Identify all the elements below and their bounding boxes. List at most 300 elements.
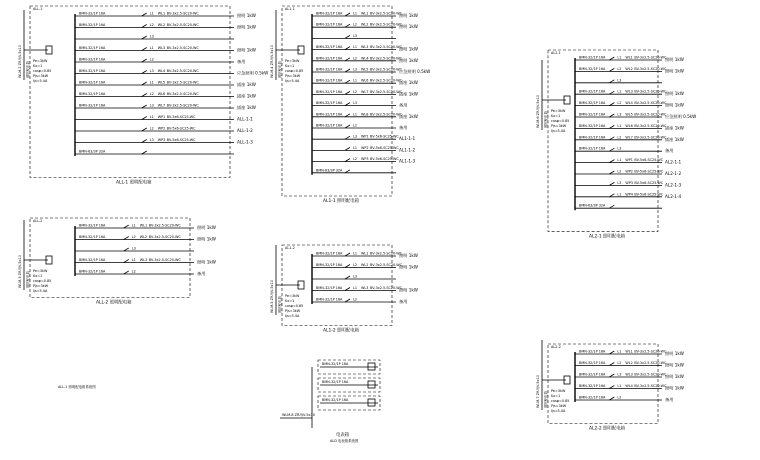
circuit-row — [312, 79, 418, 87]
cable-label: BV-3x2.5-SC20-WC — [634, 372, 667, 377]
breaker-icon — [609, 194, 614, 197]
panel-title: 照明配电箱 — [278, 61, 282, 78]
breaker-icon — [345, 276, 350, 279]
cable-label: BV-5x6-SC25-WC — [370, 145, 399, 150]
breaker-label: BMN-32/1P 16A — [579, 372, 606, 377]
circuit-row — [575, 90, 684, 98]
wire-label: WP1 — [157, 115, 166, 119]
phase-label: L1 — [617, 349, 622, 354]
phase-label: L2 — [353, 56, 358, 61]
load-calc-line: Kx=1 — [551, 394, 561, 398]
load-label: 照明 1kW — [399, 57, 418, 63]
wire-label: WL5 — [625, 112, 633, 117]
load-calc-line: Pe=3kW — [33, 59, 48, 63]
wire-label: WL6 — [625, 123, 633, 128]
phase-label: L3 — [149, 103, 154, 108]
wire-label: WL6 — [157, 92, 166, 96]
phase-label: L1 — [617, 192, 622, 197]
breaker-label: BMN-32/1P 16A — [579, 384, 606, 388]
breaker-icon — [345, 103, 350, 106]
breaker-icon — [345, 159, 350, 162]
panel-tag: ALL-2 — [33, 219, 43, 223]
breaker-icon — [142, 151, 147, 154]
phase-label: L2 — [617, 101, 622, 106]
feeder-label: WLM-4 ZR-YJV-5x10 — [270, 45, 274, 78]
cable-label: BV-3x2.5-SC20-WC — [166, 46, 199, 50]
load-calc-line: Ijs=5.4A — [285, 79, 300, 83]
wire-label: WL1 — [625, 349, 633, 354]
breaker-icon — [609, 80, 614, 83]
phase-label: L2 — [131, 235, 136, 239]
circuit-row — [75, 35, 234, 40]
cable-label: BV-5x6-SC25-WC — [370, 157, 399, 162]
wire-label: WL2 — [139, 235, 148, 239]
breaker-icon — [609, 137, 614, 140]
breaker-icon — [142, 13, 147, 16]
load-calc-line: Pe=3kW — [33, 269, 48, 273]
load-label: 照明 1kW — [665, 385, 684, 391]
cable-label: BV-3x2.5-SC20-WC — [634, 361, 667, 365]
cable-label: BV-3x2.5-SC20-WC — [370, 45, 402, 50]
circuit-row — [75, 138, 253, 145]
load-label: 照明 1kW — [197, 259, 216, 265]
cable-label: BV-3x2.5-SC20-WC — [166, 92, 199, 96]
panel-enclosure — [30, 6, 230, 178]
breaker-label: BMN-32/1P 16A — [579, 89, 606, 94]
load-label: 照明 1kW — [399, 264, 418, 270]
phase-label: L1 — [353, 78, 358, 83]
load-calc-line: Kx=1 — [33, 64, 43, 68]
breaker-label: BMN-32/1P 16A — [79, 80, 106, 85]
phase-label: L3 — [353, 134, 358, 139]
load-label: 照明 1kW — [665, 68, 684, 74]
breaker-icon — [345, 47, 350, 50]
circuit-row — [575, 135, 684, 143]
panel-tag: AL2-1 — [551, 51, 561, 55]
phase-label: L1 — [353, 286, 358, 290]
breaker-icon — [142, 117, 147, 120]
phase-label: L2 — [149, 57, 154, 62]
breaker-label: BMN-32/1P 16A — [316, 11, 343, 16]
breaker-label: BMN-32/1P 16A — [316, 123, 343, 128]
load-calc-line: Pe=3kW — [285, 59, 300, 63]
breaker-label: BMN-32/1P 16A — [79, 223, 106, 228]
cable-label: BV-3x2.5-SC20-WC — [634, 89, 667, 94]
circuit-row — [312, 157, 416, 164]
circuit-row — [575, 67, 684, 75]
breaker-icon — [609, 91, 614, 94]
breaker-label: BMN-32/1P 16A — [316, 263, 343, 267]
load-label: AL2-1-4 — [665, 193, 682, 199]
wire-label: WL2 — [625, 361, 633, 365]
wire-label: WP1 — [625, 158, 633, 163]
load-label: 照明 1kW — [237, 47, 256, 53]
panel-tag: AL1-1 — [285, 7, 295, 11]
wire-label: WL1 — [625, 55, 633, 60]
breaker-label: BMN-32/1P 16A — [79, 69, 106, 73]
load-calc-line: Pe=3kW — [285, 294, 300, 298]
phase-label: L3 — [617, 372, 622, 377]
load-calc-line: Ijs=5.4A — [551, 409, 566, 413]
load-label: 备用 — [665, 397, 674, 402]
load-calc-line: cosφ=0.85 — [285, 304, 304, 308]
panel-title: 照明配电箱 — [26, 271, 30, 288]
phase-label: L3 — [617, 146, 622, 151]
wire-label: WL4 — [625, 101, 633, 106]
phase-label: L2 — [353, 89, 358, 94]
meter-icon — [368, 363, 375, 370]
load-label: 照明 1kW — [665, 91, 684, 97]
breaker-label: BMN-32/1P 16A — [316, 89, 343, 94]
phase-label: L1 — [353, 112, 358, 117]
circuit-row — [312, 23, 418, 31]
panel-caption: ALL-1 照明配电箱 — [116, 180, 152, 186]
feeder-label: WLM-3 ZR-YJV-5x10 — [18, 255, 22, 288]
panel-tag: ALL-1 — [33, 7, 43, 11]
panel-p1 — [18, 6, 268, 186]
phase-label: L1 — [131, 258, 136, 262]
wire-label: WL3 — [361, 45, 369, 50]
wire-label: WP3 — [361, 157, 369, 162]
cable-label: BV-3x2.5-SC20-WC — [166, 11, 199, 16]
phase-label: L1 — [131, 223, 136, 228]
circuit-row — [575, 396, 673, 404]
load-calc-line: Ijs=5.4A — [285, 314, 300, 318]
breaker-icon — [609, 114, 614, 117]
cable-label: BV-3x2.5-SC20-WC — [370, 89, 402, 94]
circuit-row — [312, 252, 418, 260]
circuit-row — [575, 361, 684, 369]
wire-label: WL6 — [361, 78, 369, 83]
cable-label: BV-3x2.5-SC20-WC — [166, 80, 199, 85]
breaker-icon — [609, 125, 614, 128]
load-calc-line: cosφ=0.85 — [551, 399, 570, 403]
circuit-row — [312, 101, 407, 109]
load-label: 插座 1kW — [237, 105, 256, 110]
load-label: 照明 1kW — [197, 236, 216, 242]
panel-title: 照明配电箱 — [278, 296, 282, 313]
meter-breaker-label: BMN-32/1P 16A — [322, 398, 349, 402]
breaker-icon — [142, 59, 147, 62]
breaker-icon — [124, 260, 129, 263]
panel-tag: AL2-2 — [551, 345, 561, 349]
cable-label: BV-3x2.5-SC20-WC — [634, 55, 667, 60]
panel-p3 — [270, 6, 430, 204]
cable-label: BV-3x2.5-SC20-WC — [634, 101, 667, 106]
load-calc-line: Kx=1 — [285, 64, 295, 68]
panel-title: 照明配电箱 — [544, 111, 548, 128]
breaker-icon — [142, 82, 147, 85]
cable-label: BV-5x6-SC25-WC — [634, 158, 664, 163]
cable-label: BV-3x2.5-SC20-WC — [370, 11, 402, 16]
phase-label: L3 — [149, 69, 154, 73]
circuit-row — [312, 146, 416, 153]
breaker-label: BMN-32/1P 16A — [316, 56, 343, 61]
wire-label: WL3 — [139, 258, 148, 262]
wire-label: WL5 — [157, 80, 166, 85]
wire-label: WL1 — [361, 11, 369, 16]
breaker-icon — [124, 237, 129, 240]
cable-label: BV-3x2.5-SC20-WC — [634, 66, 667, 71]
cable-label: BV-3x2.5-SC20-WC — [634, 384, 667, 388]
circuit-row — [75, 150, 234, 155]
cable-label: BV-5x6-SC25-WC — [634, 192, 664, 197]
wire-label: WL7 — [361, 89, 369, 94]
circuit-row — [312, 12, 418, 20]
load-label: 插座 1kW — [665, 136, 684, 142]
wire-label: WP3 — [625, 180, 633, 185]
breaker-label: BMN-32/1P 16A — [316, 297, 343, 302]
breaker-label: BMN-32/1P 16A — [316, 101, 343, 106]
cable-label: BV-5x6-SC25-WC — [634, 169, 664, 174]
circuit-row — [312, 298, 407, 306]
wire-label: WL2 — [361, 22, 369, 27]
cable-label: BV-3x2.5-SC20-WC — [370, 286, 402, 290]
phase-label: L2 — [617, 169, 622, 174]
phase-label: L2 — [353, 297, 358, 302]
load-label: 应急照明 0.5kW — [237, 70, 269, 76]
panel-caption: AL1-1 照明配电箱 — [323, 199, 359, 204]
panel-caption: AL2-2 照明配电箱 — [589, 426, 625, 432]
load-label: AL1-1-3 — [399, 158, 416, 164]
meter-breaker-label: BMN-32/1P 16A — [322, 380, 349, 384]
breaker-icon — [345, 80, 350, 83]
circuit-row — [75, 46, 256, 54]
load-calc-line: Pjs=3kW — [551, 404, 567, 408]
phase-label: L3 — [353, 67, 358, 72]
breaker-icon — [345, 136, 350, 139]
breaker-icon — [609, 57, 614, 60]
breaker-icon — [345, 299, 350, 302]
breaker-label: BMN-32/1P 16A — [79, 103, 106, 108]
breaker-label: BMN-32/1P 16A — [79, 258, 106, 262]
wire-label: WL1 — [361, 251, 369, 256]
load-label: AL2-1-1 — [665, 159, 682, 165]
load-label: 应急照明 0.5kW — [399, 69, 431, 74]
circuit-row — [312, 286, 418, 294]
breaker-icon — [609, 68, 614, 71]
panel-caption: ALL-2 照明配电箱 — [96, 300, 132, 306]
circuit-row — [575, 78, 662, 83]
wire-label: WL4 — [625, 384, 633, 388]
breaker-icon — [609, 171, 614, 174]
circuit-row — [575, 147, 673, 155]
wire-label: WL2 — [625, 66, 633, 71]
breaker-icon — [609, 386, 614, 389]
load-label: 照明 1kW — [665, 374, 684, 379]
panel-p2 — [18, 218, 216, 306]
phase-label: L1 — [617, 89, 622, 94]
breaker-icon — [345, 114, 350, 117]
breaker-icon — [609, 148, 614, 151]
breaker-label: BMN-32/1P 16A — [579, 361, 606, 365]
circuit-row — [312, 135, 416, 142]
breaker-icon — [142, 36, 147, 39]
breaker-label: BMN-32/1P 16A — [316, 67, 343, 72]
feeder-label: WLM-6 ZR-YJV-5x10 — [536, 95, 540, 128]
panel-title: 照明配电箱 — [544, 391, 548, 408]
breaker-label: BMN-32/1P 16A — [579, 66, 606, 71]
circuit-row — [312, 263, 418, 271]
breaker-icon — [345, 170, 350, 173]
panel-caption: AL1-2 照明配电箱 — [323, 328, 359, 334]
load-label: AL2-1-3 — [665, 182, 682, 188]
phase-label: L3 — [131, 246, 136, 251]
phase-label: L1 — [149, 80, 154, 85]
circuit-row — [75, 224, 216, 232]
breaker-icon — [142, 140, 147, 143]
phase-label: L1 — [617, 123, 622, 128]
cable-label: BV-3x2.5-SC20-WC — [634, 349, 667, 354]
phase-label: L2 — [353, 157, 358, 162]
circuit-row — [575, 158, 682, 165]
load-label: ALL-1-1 — [237, 116, 253, 122]
cable-label: BV-5x6-SC25-WC — [166, 138, 196, 142]
breaker-icon — [142, 105, 147, 108]
breaker-label: BMN-32/1P 16A — [579, 101, 606, 106]
breaker-icon — [609, 363, 614, 366]
meter-breaker-label: BMN-32/1P 16A — [322, 362, 349, 366]
cable-label: BV-3x2.5-SC20-WC — [148, 235, 181, 239]
circuit-row — [75, 23, 256, 31]
cable-label: BV-3x2.5-SC20-WC — [166, 69, 199, 73]
circuit-row — [312, 112, 418, 120]
phase-label: L1 — [149, 11, 154, 16]
wire-label: WL7 — [157, 103, 166, 108]
wire-label: WL3 — [361, 286, 369, 290]
phase-label: L1 — [353, 45, 358, 50]
breaker-icon — [609, 205, 614, 208]
wire-label: WP2 — [625, 169, 633, 174]
load-label: 照明 1kW — [399, 24, 418, 30]
load-label: 备用 — [399, 299, 408, 304]
breaker-icon — [345, 253, 350, 256]
circuit-row — [312, 45, 418, 53]
breaker-label: BMN-32/1P 16A — [316, 45, 343, 50]
wire-label: WP3 — [157, 138, 166, 142]
cable-label: BV-3x2.5-SC20-WC — [148, 223, 181, 228]
load-label: 备用 — [665, 148, 674, 154]
cable-label: BV-5x6-SC25-WC — [370, 134, 399, 139]
load-calc-line: Kx=1 — [285, 299, 295, 303]
load-label: ALL-1-3 — [237, 139, 253, 145]
breaker-label: BMN-32/1P 16A — [79, 46, 106, 50]
breaker-icon — [345, 288, 350, 291]
circuit-row — [575, 113, 696, 121]
load-calc-line: cosφ=0.85 — [551, 119, 570, 123]
panel-caption: AL2-1 照明配电箱 — [589, 234, 625, 240]
circuit-row — [575, 56, 684, 64]
phase-label: L1 — [353, 145, 358, 150]
breaker-label: BMN-32/1P 16A — [316, 78, 343, 83]
meter-icon — [368, 381, 375, 388]
breaker-label: BMN-32/1P 16A — [579, 146, 606, 151]
phase-label: L1 — [617, 55, 622, 60]
breaker-icon — [124, 248, 129, 251]
meter-caption-sub: ALD 电表箱系统图 — [330, 439, 359, 443]
breaker-icon — [124, 271, 129, 274]
breaker-icon — [609, 374, 614, 377]
circuit-row — [312, 90, 418, 98]
load-label: ALL-1-2 — [237, 128, 253, 133]
load-calc-line: Pjs=3kW — [285, 309, 301, 313]
load-label: 应急照明 0.5kW — [665, 114, 697, 119]
load-calc-line: cosφ=0.85 — [33, 69, 52, 73]
circuit-row — [75, 104, 256, 112]
breaker-icon — [345, 147, 350, 150]
wire-label: WL4 — [157, 69, 166, 73]
phase-label: L3 — [617, 78, 622, 83]
circuit-row — [75, 92, 256, 100]
breaker-icon — [142, 128, 147, 131]
wire-label: WP2 — [157, 126, 166, 131]
wire-label: WL2 — [157, 23, 166, 27]
circuit-row — [575, 101, 684, 109]
cable-label: BV-3x2.5-SC20-WC — [634, 135, 667, 140]
load-calc-line: Kx=1 — [33, 274, 43, 278]
breaker-label: BMN-32/1P 16A — [79, 11, 106, 16]
phase-label: L2 — [149, 92, 154, 96]
circuit-row — [75, 115, 253, 122]
load-calc-line: cosφ=0.85 — [285, 69, 304, 73]
cable-label: BV-3x2.5-SC20-WC — [370, 78, 402, 83]
wire-label: WL3 — [625, 89, 633, 94]
load-calc-line: Pe=3kW — [551, 109, 566, 113]
cable-label: BV-3x2.5-SC20-WC — [370, 22, 402, 27]
load-calc-line: cosφ=0.85 — [33, 279, 52, 283]
breaker-icon — [345, 58, 350, 61]
load-label: AL1-1-2 — [399, 147, 416, 153]
breaker-label: BMN-32/1P 16A — [316, 286, 343, 290]
load-label: 插座 1kW — [399, 113, 418, 119]
cable-label: BV-3x2.5-SC20-WC — [370, 67, 402, 72]
load-label: 照明 1kW — [399, 13, 418, 18]
circuit-row — [575, 350, 684, 358]
phase-label: L2 — [149, 126, 154, 131]
load-calc-line: Pe=3kW — [551, 389, 566, 393]
cable-label: BV-3x2.5-SC20-WC — [370, 251, 402, 256]
load-calc-line: Ijs=5.4A — [33, 79, 48, 83]
load-label: 照明 1kW — [665, 362, 684, 368]
meter-caption: 电表箱 — [336, 433, 350, 438]
phase-label: L2 — [617, 135, 622, 140]
load-label: 备用 — [237, 59, 246, 64]
circuit-row — [575, 204, 662, 209]
circuit-row — [575, 181, 682, 188]
breaker-label: BMN-32/1P 16A — [579, 55, 606, 60]
phase-label: L2 — [131, 269, 136, 274]
breaker-label: BMN-32/1P 16A — [579, 395, 606, 400]
circuit-row — [575, 124, 684, 131]
phase-label: L3 — [353, 101, 358, 106]
load-label: 照明 1kW — [197, 225, 216, 230]
load-label: 照明 1kW — [665, 351, 684, 356]
circuit-row — [575, 192, 682, 199]
breaker-icon — [609, 160, 614, 163]
circuit-row — [575, 373, 684, 381]
load-label: 插座 1kW — [399, 80, 418, 86]
load-label: 照明 1kW — [237, 13, 256, 18]
breaker-label: BMN-32/1P 16A — [316, 22, 343, 27]
panel-title: 照明配电箱 — [26, 61, 30, 78]
phase-label: L2 — [353, 123, 358, 128]
cable-label: BV-3x2.5-SC20-WC — [166, 103, 199, 108]
cable-label: BV-3x2.5-SC20-WC — [370, 112, 402, 117]
wire-label: WL7 — [625, 135, 633, 140]
breaker-label: BMN-32/1P 16A — [579, 349, 606, 354]
phase-label: L1 — [149, 46, 154, 50]
load-label: 照明 1kW — [237, 24, 256, 30]
